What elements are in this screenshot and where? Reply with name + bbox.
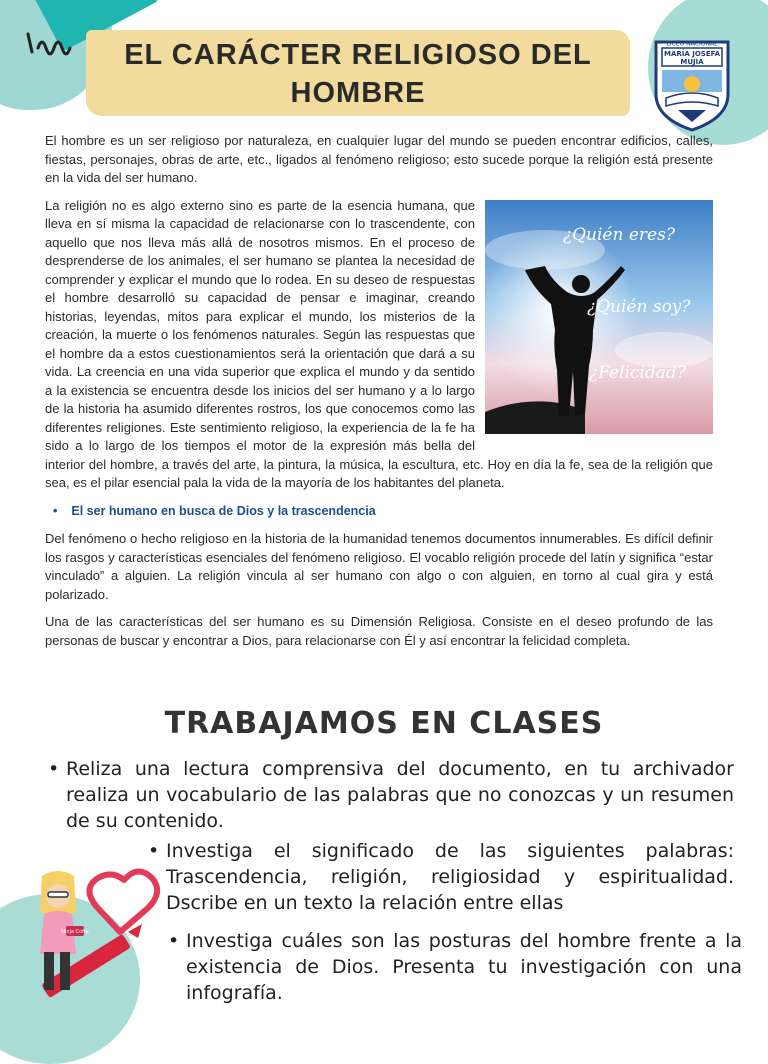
image-question-1: ¿Quién eres? [563, 224, 675, 245]
school-crest-icon [652, 36, 732, 132]
tasks-heading: TRABAJAMOS EN CLASES [164, 706, 604, 741]
section-heading: • El ser humano en busca de Dios y la trascendencia [67, 502, 713, 521]
paragraph-2-text: La religión no es algo externo sino es parte de la esencia humana, que lleva en sí misma la capacidad de relacionarse con lo trascendente, con aquello que nos lleva más allá de nosotros mismos. En el proceso de desprenderse de los animales, el ser humano se plantea la necesidad de comprender y explicar el mundo que lo rodea. En su deseo de respuestas el hombre desarrolló su capacidad de pensar e imaginar, creando historias, leyendas, mitos para explicar el mundo, los misterios de la creación, la muerte o los fenómenos naturales. Según las respuestas que el hombre da a estos cuestionamientos será la orientación que dará a su vida. La creencia en una vida superior que explica el mundo y da sentido a la existencia se encuentra desde los inicios del ser humano y a lo largo de la historia ha asumido diferentes rostros, los que conocemos como las diferentes religiones. Este sentimiento religioso, la experiencia de la fe ha sido a lo largo de los tiempos el motor de la expresión más bella del interior del hombre, a través del arte, la pintura, la música, la escultura, etc. Hoy en día la fe, sea de la religión que sea, es el pilar esencial pala la vida de la mayoría de los habitantes del planeta. [45, 197, 713, 490]
paragraph-4: Una de las características del ser humano es su Dimensión Religiosa. Consiste en el deseo profundo de las personas de buscar y encontrar a Dios, para relacionarse con Él y así encontrar la felicidad completa. [45, 614, 713, 648]
teacher-with-crayon-heart-icon [20, 862, 170, 1012]
task-item: • Investiga cuáles son las posturas del hombre frente a la existencia de Dios. Presenta tu investigación con una infografía. [186, 928, 742, 1006]
task-item: • Reliza una lectura comprensiva del documento, en tu archivador realiza un vocabulario de las palabras que no conozcas y un resumen de su contenido. [66, 756, 734, 834]
task-item: • Investiga el significado de las siguientes palabras: Trascendencia, religión, religiosidad y espiritualidad. Dscribe en un texto la relación entre ellas [166, 838, 734, 916]
logo-name-line-2: MUJÍA [680, 58, 704, 66]
image-question-3: ¿Felicidad? [589, 362, 686, 383]
paragraph-2 [45, 197, 713, 493]
logo-name-line-1: MARÍA JOSEFA [663, 50, 721, 58]
doodle-icon [22, 24, 82, 64]
clipart-badge: Ninja Coffe [61, 929, 89, 935]
page-title [86, 36, 630, 112]
title-line-2: HOMBRE [290, 77, 426, 109]
title-banner [86, 30, 630, 116]
paragraph-3: Del fenómeno o hecho religioso en la historia de la humanidad tenemos documentos innumerables. Es difícil definir los rasgos y características esenciales del fenómeno religioso. El vocablo religión procede del latín y significa “estar vinculado” a alguien. La religión vincula al ser humano con algo o con alguien, en torno al cual gira y está polarizado. [45, 531, 713, 602]
logo-top-text: LICEO NACIONAL [666, 40, 718, 48]
title-line-1: EL CARÁCTER RELIGIOSO DEL [124, 39, 592, 71]
person-silhouette-image [485, 200, 713, 434]
paragraph-1: El hombre es un ser religioso por naturaleza, en cualquier lugar del mundo se pueden encontrar edificios, calles, fiestas, personajes, obras de arte, etc., ligados al fenómeno religioso; esto sucede porque la religión está presente en la vida del ser humano. [45, 133, 713, 185]
document-body [45, 132, 713, 659]
image-question-2: ¿Quién soy? [587, 296, 691, 317]
